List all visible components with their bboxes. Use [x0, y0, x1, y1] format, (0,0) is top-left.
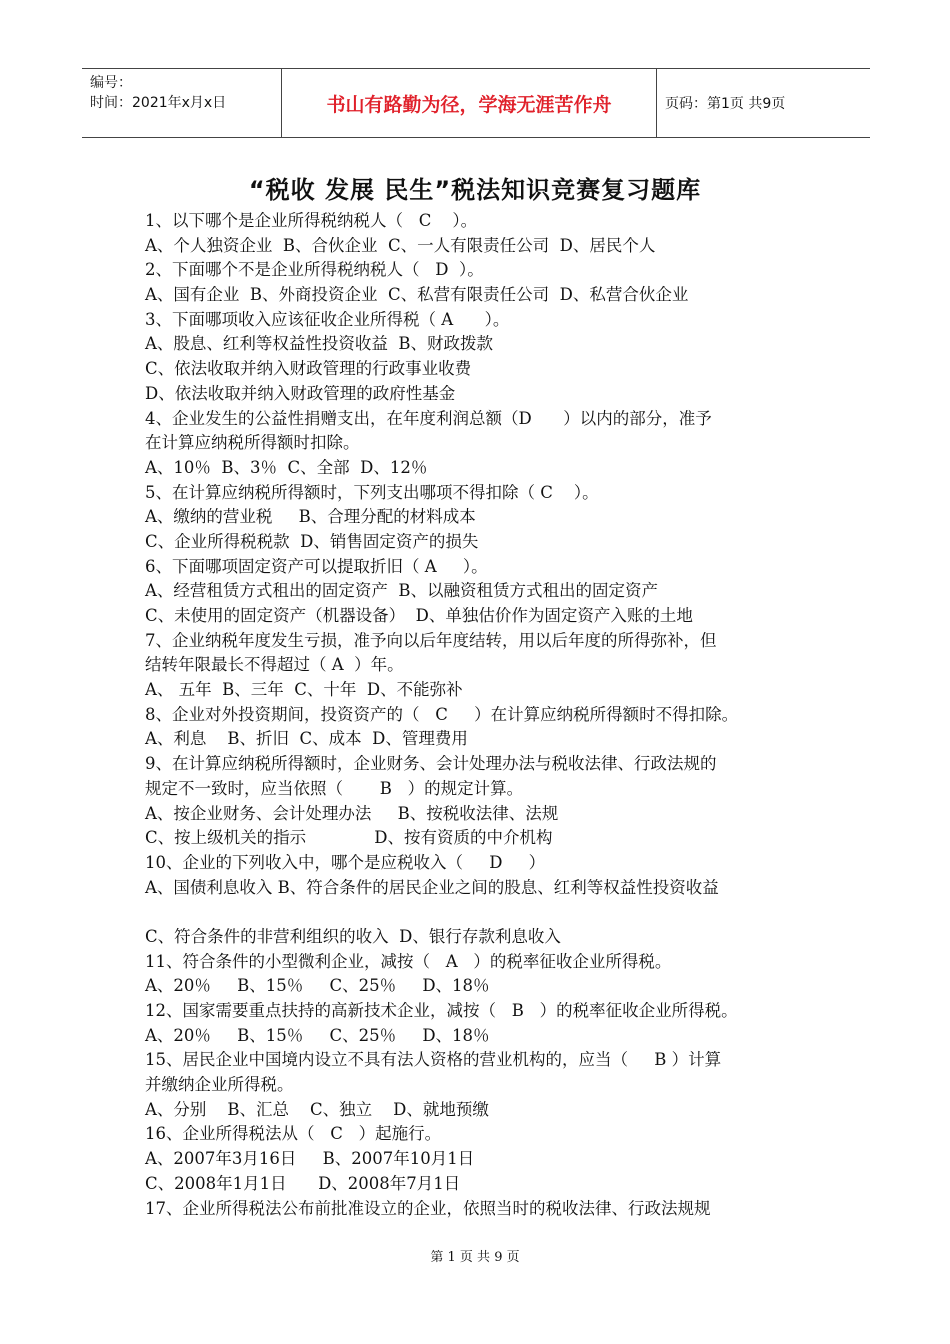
text-line: 5、在计算应纳税所得额时，下列支出哪项不得扣除（ C ）。 — [145, 482, 599, 502]
page-header — [82, 68, 870, 138]
text-line: A、国有企业 B、外商投资企业 C、私营有限责任公司 D、私营合伙企业 — [145, 285, 689, 305]
page-footer: 第 1 页 共 9 页 — [430, 1250, 520, 1265]
text-line: 10、企业的下列收入中，哪个是应税收入（ D ） — [145, 852, 546, 872]
header-motto: 书山有路勤为径，学海无涯苦作舟 — [282, 69, 657, 137]
text-line: C、未使用的固定资产（机器设备） D、单独估价作为固定资产入账的土地 — [145, 606, 693, 625]
text-line: 并缴纳企业所得税。 — [145, 1075, 294, 1095]
text-line: A、2007年3月16日 B、2007年10月1日 — [145, 1149, 475, 1169]
text-line — [145, 900, 825, 925]
text-line: A、10％ B、3％ C、全部 D、12％ — [145, 457, 428, 477]
text-line: 6、下面哪项固定资产可以提取折旧（ A ）。 — [145, 556, 488, 576]
text-line: 1、以下哪个是企业所得税纳税人（ C ）。 — [145, 211, 478, 230]
text-line: A、20％ B、15％ C、25％ D、18％ — [145, 976, 490, 996]
text-line: 9、在计算应纳税所得额时，企业财务、会计处理办法与税收法律、行政法规的 — [145, 754, 717, 774]
text-line: 7、企业纳税年度发生亏损，准予向以后年度结转，用以后年度的所得弥补，但 — [145, 630, 717, 650]
text-line: 4、企业发生的公益性捐赠支出，在年度利润总额（D ）以内的部分，准予 — [145, 408, 712, 428]
text-line: C、2008年1月1日 D、2008年7月1日 — [145, 1173, 461, 1193]
text-line: 12、国家需要重点扶持的高新技术企业，减按（ B ）的税率征收企业所得税。 — [145, 1001, 738, 1020]
text-line: A、按企业财务、会计处理办法 B、按税收法律、法规 — [145, 803, 559, 823]
header-page-info: 页码：第1页 共9页 — [665, 96, 786, 112]
text-line: A、分别 B、汇总 C、独立 D、就地预缴 — [145, 1099, 489, 1119]
text-line: A、利息 B、折旧 C、成本 D、管理费用 — [145, 729, 468, 749]
text-line: 8、企业对外投资期间，投资资产的（ C ）在计算应纳税所得额时不得扣除。 — [145, 704, 739, 724]
text-line: D、依法收取并纳入财政管理的政府性基金 — [145, 383, 456, 403]
text-line: A、国债利息收入 B、符合条件的居民企业之间的股息、红利等权益性投资收益 — [145, 877, 719, 897]
header-meta — [82, 69, 282, 137]
text-line: A、经营租赁方式租出的固定资产 B、以融资租赁方式租出的固定资产 — [145, 581, 659, 601]
text-line: 3、下面哪项收入应该征收企业所得税（ A ）。 — [145, 309, 510, 329]
text-line: A、20％ B、15％ C、25％ D、18％ — [145, 1025, 490, 1045]
number-label: 编号： — [90, 75, 132, 91]
text-line: 11、符合条件的小型微利企业，减按（ A ）的税率征收企业所得税。 — [145, 951, 672, 971]
text-line: C、依法收取并纳入财政管理的行政事业收费 — [145, 359, 472, 379]
text-line: A、缴纳的营业税 B、合理分配的材料成本 — [145, 507, 476, 527]
time-label: 时间：2021年x月x日 — [90, 95, 227, 111]
text-line: C、按上级机关的指示 D、按有资质的中介机构 — [145, 828, 553, 848]
text-line: A、 五年 B、三年 C、十年 D、不能弥补 — [145, 680, 463, 700]
text-line: A、股息、红利等权益性投资收益 B、财政拨款 — [145, 334, 494, 354]
text-line: 结转年限最长不得超过（ A ）年。 — [145, 655, 404, 675]
document-title: “税收 发展 民生”税法知识竞赛复习题库 — [248, 176, 702, 204]
text-line: 规定不一致时，应当依照（ B ）的规定计算。 — [145, 778, 524, 798]
question-list — [145, 209, 825, 1221]
text-line: C、企业所得税税款 D、销售固定资产的损失 — [145, 531, 479, 551]
text-line: 17、企业所得税法公布前批准设立的企业，依照当时的税收法律、行政法规规 — [145, 1198, 711, 1218]
text-line: 16、企业所得税法从（ C ）起施行。 — [145, 1124, 442, 1144]
text-line: A、个人独资企业 B、合伙企业 C、一人有限责任公司 D、居民个人 — [145, 235, 656, 255]
text-line: 15、居民企业中国境内设立不具有法人资格的营业机构的，应当（ B ）计算 — [145, 1050, 722, 1070]
text-line: 在计算应纳税所得额时扣除。 — [145, 433, 360, 453]
text-line: C、符合条件的非营利组织的收入 D、银行存款利息收入 — [145, 926, 561, 946]
text-line: 2、下面哪个不是企业所得税纳税人（ D ）。 — [145, 260, 484, 280]
